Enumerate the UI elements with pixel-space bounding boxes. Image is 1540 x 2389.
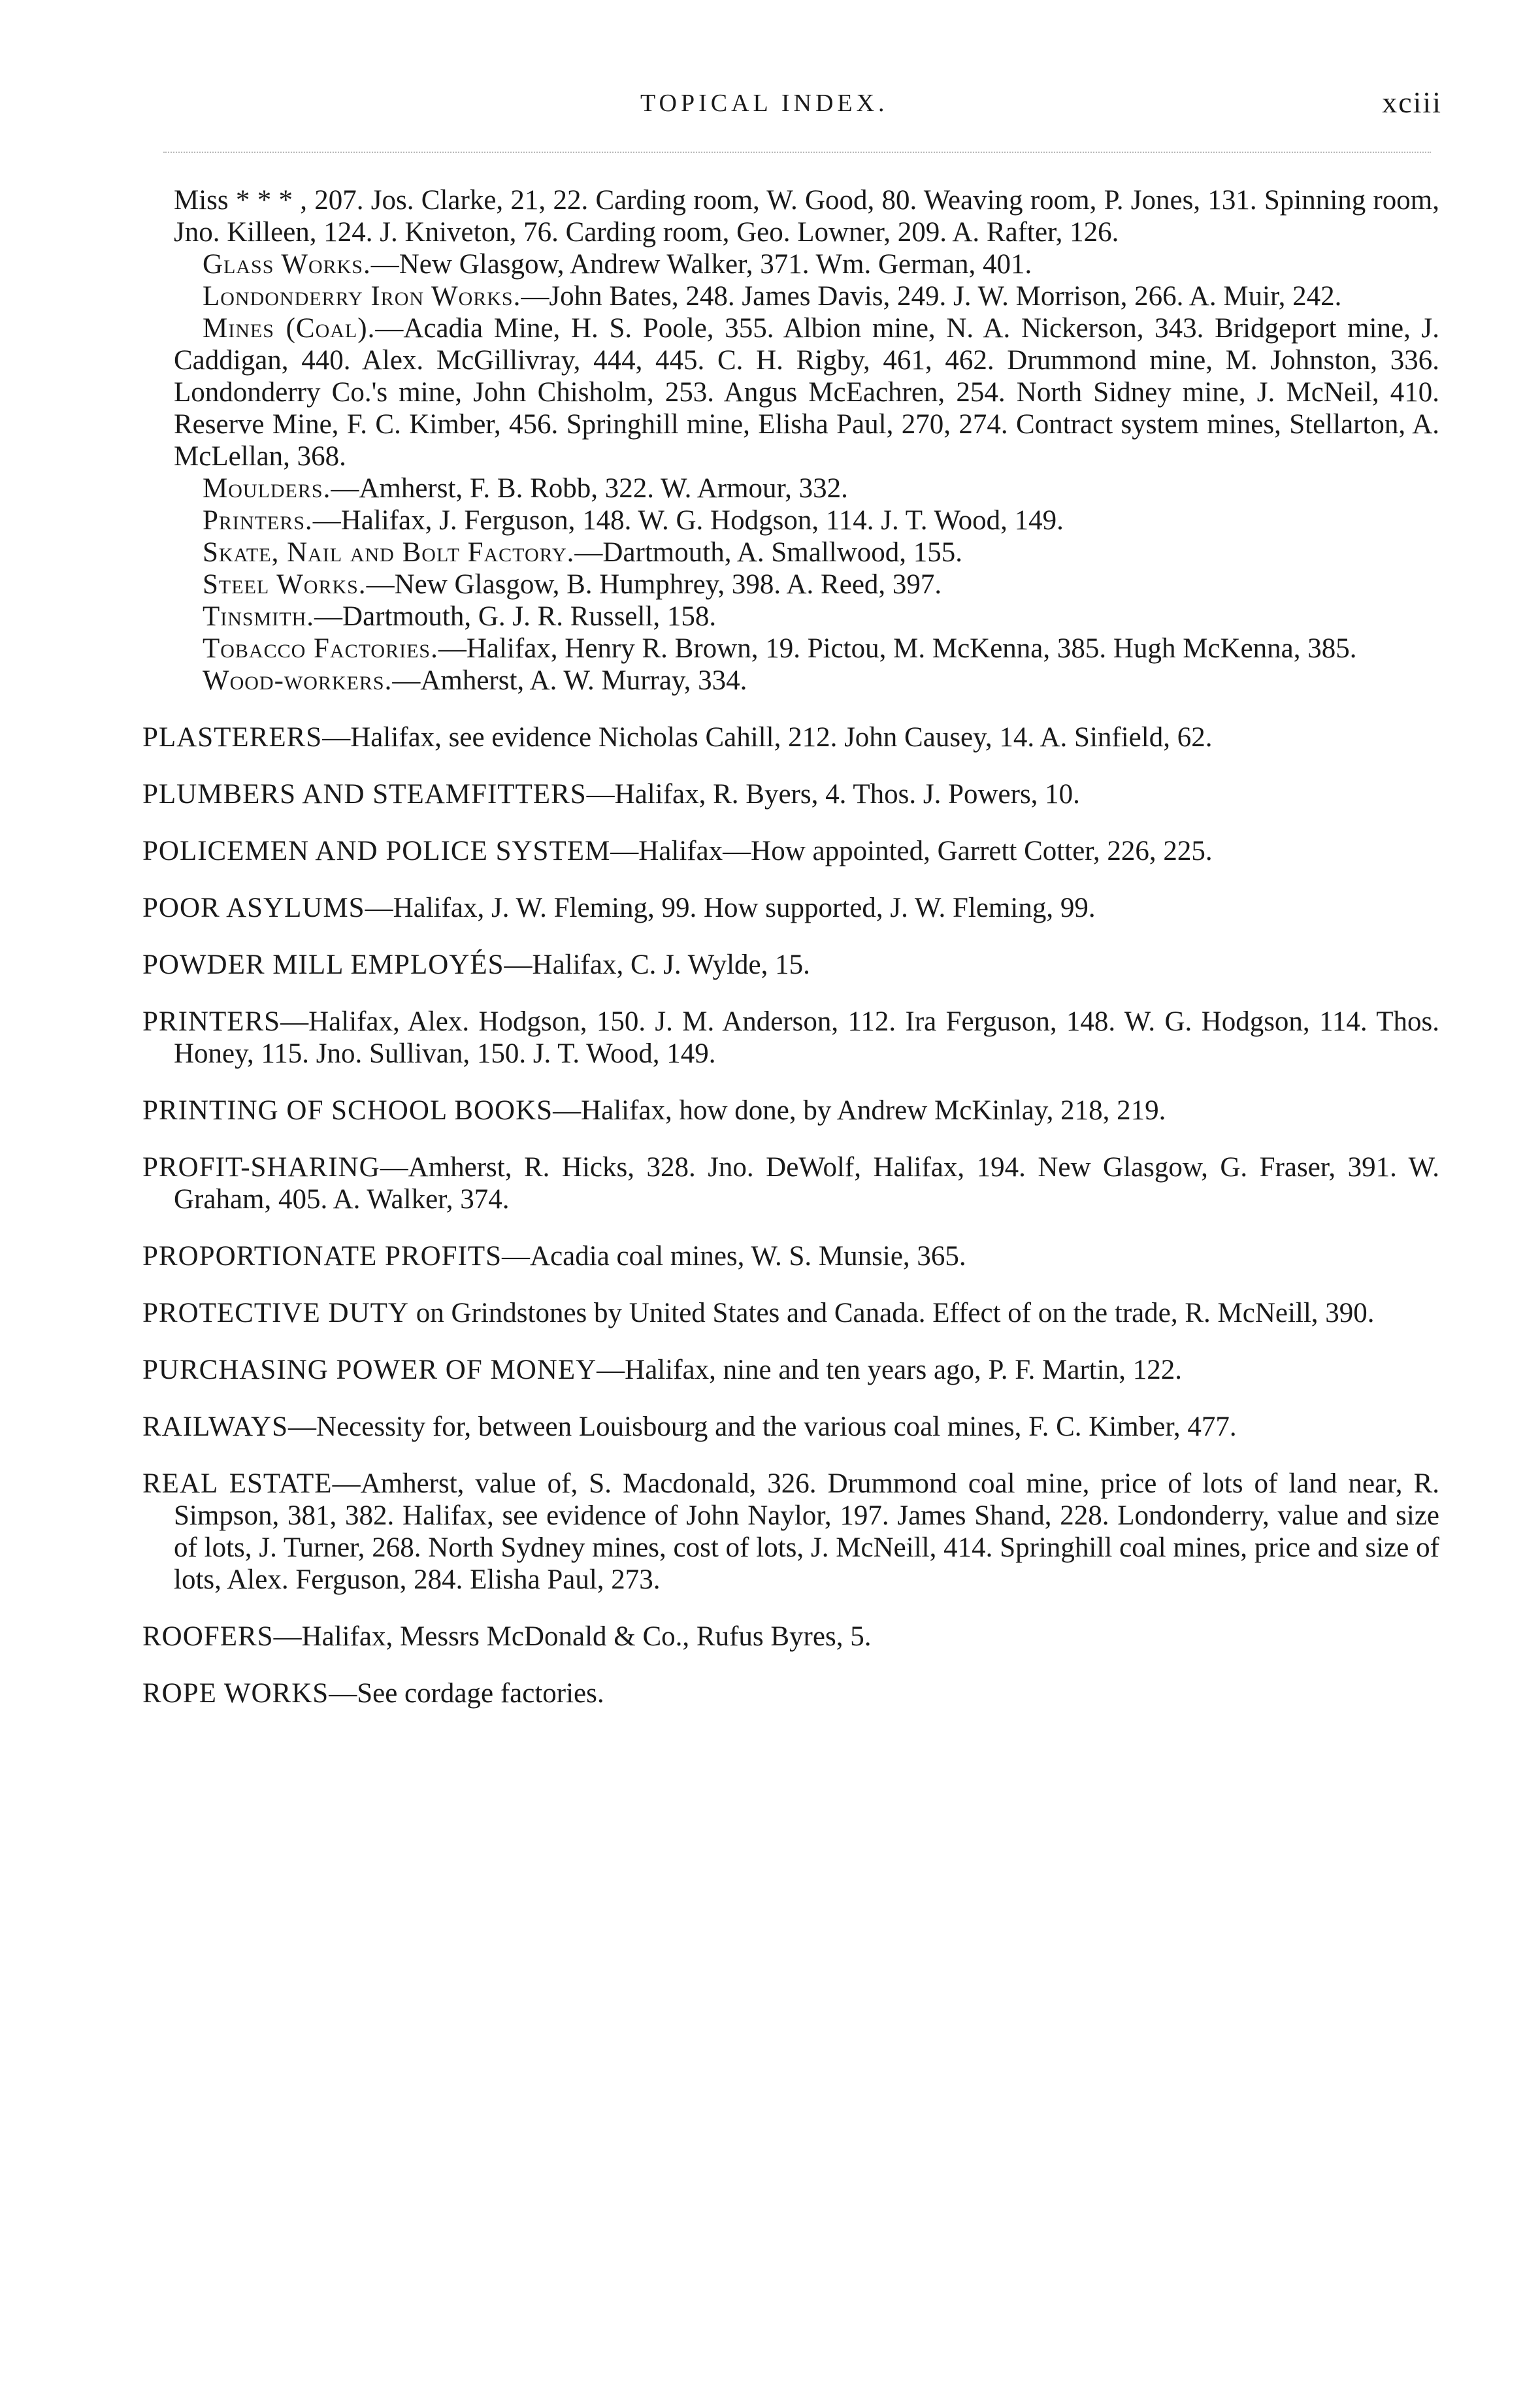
subentry-text: —Amherst, A. W. Murray, 334. [392, 665, 747, 696]
entry-heading: PROTECTIVE DUTY [142, 1298, 409, 1328]
entry-text: —Halifax, how done, by Andrew McKinlay, 218, 219. [553, 1095, 1166, 1126]
header-rule [163, 152, 1431, 153]
entry-heading: PRINTING OF SCHOOL BOOKS [142, 1095, 553, 1126]
entry-text: —Halifax, Messrs McDonald & Co., Rufus Byres, 5. [273, 1621, 872, 1652]
entry-heading: PURCHASING POWER OF MONEY [142, 1355, 597, 1385]
entry-text: —See cordage factories. [329, 1678, 604, 1709]
entry-text: on Grindstones by United States and Canada. Effect of on the trade, R. McNeill, 390. [408, 1298, 1375, 1328]
running-title: TOPICAL INDEX. [640, 90, 889, 117]
entry-text: —Halifax, J. W. Fleming, 99. How supported, J. W. Fleming, 99. [365, 893, 1096, 923]
index-entry [142, 1354, 1439, 1386]
subentry [142, 504, 1439, 536]
subentry-heading: Wood-workers. [203, 665, 393, 696]
subentry [142, 536, 1439, 568]
running-head [0, 86, 1540, 128]
index-entry [142, 1411, 1439, 1443]
subentry-text: —Acadia Mine, H. S. Poole, 355. Albion mine, N. A. Nickerson, 343. Bridgeport mine, J. Caddigan, 440. Alex. McGillivray, 444, 445. C. H. Rigby, 461, 462. Drummond mine, M. Johnston, 336. Londonderry Co.'s mine, John Chisholm, 253. Angus McEachren, 254. North Sidney mine, J. McNeil, 410. Reserve Mine, F. C. Kimber, 456. Springhill mine, Elisha Paul, 270, 274. Contract system mines, Stellarton, A. McLellan, 368. [174, 313, 1440, 472]
subentry [142, 472, 1439, 504]
subentry-heading: Tobacco Factories. [203, 633, 438, 664]
entry-text: —Amherst, R. Hicks, 328. Jno. DeWolf, Halifax, 194. New Glasgow, G. Fraser, 391. W. Graham, 405. A. Walker, 374. [174, 1152, 1439, 1215]
subentry [142, 633, 1439, 665]
entry-text: —Halifax, R. Byers, 4. Thos. J. Powers, 10. [586, 779, 1080, 810]
index-entry [142, 1095, 1439, 1127]
entry-heading: PRINTERS [142, 1006, 281, 1037]
index-body [142, 184, 1439, 1709]
subentry [142, 248, 1439, 280]
entry-heading: REAL ESTATE [142, 1468, 333, 1499]
entry-heading: POWDER MILL EMPLOYÉS [142, 949, 504, 980]
subentry-text: Miss * * * , 207. Jos. Clarke, 21, 22. Carding room, W. Good, 80. Weaving room, P. Jones, 131. Spinning room, Jno. Killeen, 124. J. Kniveton, 76. Carding room, Geo. Lowner, 209. A. Rafter, 126. [174, 185, 1439, 248]
subentry-text: —New Glasgow, B. Humphrey, 398. A. Reed, 397. [366, 569, 942, 600]
subentry-text: —Halifax, Henry R. Brown, 19. Pictou, M. McKenna, 385. Hugh McKenna, 385. [438, 633, 1357, 664]
entry-heading: RAILWAYS [142, 1411, 289, 1442]
subentry-heading: Steel Works. [203, 569, 367, 600]
subentry-text: —Amherst, F. B. Robb, 322. W. Armour, 332. [331, 473, 848, 504]
entry-text: —Halifax, nine and ten years ago, P. F. Martin, 122. [597, 1355, 1182, 1385]
subentry [142, 601, 1439, 633]
subentry-text: —Dartmouth, A. Smallwood, 155. [574, 537, 963, 568]
subentry-text: —Halifax, J. Ferguson, 148. W. G. Hodgson, 114. J. T. Wood, 149. [312, 505, 1064, 536]
index-entry [142, 1151, 1439, 1215]
entry-text: —Halifax, C. J. Wylde, 15. [504, 949, 810, 980]
subentry-text: —New Glasgow, Andrew Walker, 371. Wm. German, 401. [370, 249, 1032, 280]
subentry-text: —Dartmouth, G. J. R. Russell, 158. [314, 601, 717, 632]
subentry-heading: Moulders. [203, 473, 331, 504]
entry-heading: ROPE WORKS [142, 1678, 329, 1709]
entry-heading: PLASTERERS [142, 722, 323, 753]
subentry-text: —John Bates, 248. James Davis, 249. J. W. Morrison, 266. A. Muir, 242. [521, 281, 1342, 312]
entry-text: —Halifax, Alex. Hodgson, 150. J. M. Anderson, 112. Ira Ferguson, 148. W. G. Hodgson, 114. Thos. Honey, 115. Jno. Sullivan, 150. J. T. Wood, 149. [174, 1006, 1439, 1069]
index-entry [142, 1468, 1439, 1596]
entry-heading: POOR ASYLUMS [142, 893, 365, 923]
entry-heading: PROFIT-SHARING [142, 1152, 380, 1183]
index-entry [142, 778, 1439, 810]
subentry [142, 665, 1439, 697]
page-number: xciii [1382, 86, 1442, 119]
subentry [142, 312, 1439, 472]
entry-text: —Amherst, value of, S. Macdonald, 326. Drummond coal mine, price of lots of land near, R. Simpson, 381, 382. Halifax, see evidence of John Naylor, 197. James Shand, 228. Londonderry, value and size of lots, J. Turner, 268. North Sydney mines, cost of lots, J. McNeill, 414. Springhill coal mines, price and size of lots, Alex. Ferguson, 284. Elisha Paul, 273. [174, 1468, 1439, 1595]
subentry-heading: Tinsmith. [203, 601, 315, 632]
entry-text: —Halifax, see evidence Nicholas Cahill, 212. John Causey, 14. A. Sinfield, 62. [322, 722, 1213, 753]
index-entry [142, 1240, 1439, 1272]
index-entry [142, 1677, 1439, 1709]
subentry-heading: Glass Works. [203, 249, 371, 280]
subentry-heading: Printers. [203, 505, 313, 536]
index-entry [142, 949, 1439, 981]
index-entry [142, 721, 1439, 753]
entry-text: —Necessity for, between Louisbourg and the various coal mines, F. C. Kimber, 477. [288, 1411, 1237, 1442]
index-entry [142, 1297, 1439, 1329]
subentry [142, 184, 1439, 248]
index-entry [142, 892, 1439, 924]
subentry-heading: Londonderry Iron Works. [203, 281, 521, 312]
index-entry [142, 1006, 1439, 1070]
index-entry [142, 1621, 1439, 1653]
entry-heading: POLICEMEN AND POLICE SYSTEM [142, 836, 611, 866]
subentry-heading: Skate, Nail and Bolt Factory. [203, 537, 575, 568]
entry-text: —Acadia coal mines, W. S. Munsie, 365. [502, 1241, 966, 1272]
entry-text: —Halifax—How appointed, Garrett Cotter, 226, 225. [610, 836, 1213, 866]
subentry [142, 280, 1439, 312]
entry-heading: PLUMBERS AND STEAMFITTERS [142, 779, 587, 810]
subentry-heading: Mines (Coal). [203, 313, 376, 344]
subentry [142, 568, 1439, 601]
entry-heading: PROPORTIONATE PROFITS [142, 1241, 502, 1272]
entry-heading: ROOFERS [142, 1621, 274, 1652]
index-entry [142, 835, 1439, 867]
